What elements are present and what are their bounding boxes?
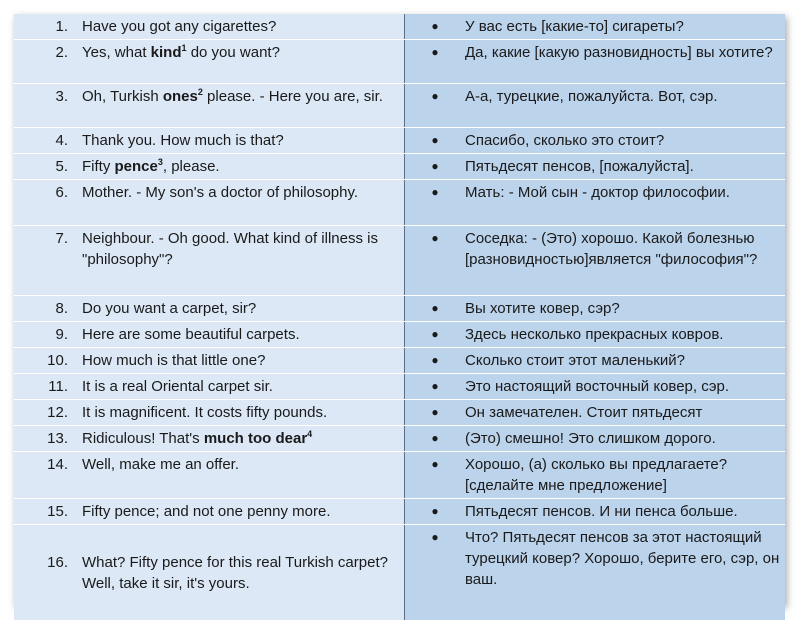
table-row [14,154,785,180]
russian-cell [405,322,786,348]
english-phrase [82,298,400,319]
phrase-segment: Here are some beautiful carpets. [82,326,300,343]
table-row [14,452,785,499]
row-number: 15. [47,503,68,520]
table-row [14,374,785,400]
russian-translation: Пятьдесят пенсов. И ни пенса больше. [465,503,738,520]
table-row [14,348,785,374]
phrase-segment: do you want? [186,44,280,61]
english-cell [14,499,405,525]
russian-translation: Вы хотите ковер, сэр? [465,300,620,317]
bullet-icon: ● [431,530,439,544]
row-number: 12. [47,404,68,421]
english-cell [14,322,405,348]
table-row [14,296,785,322]
english-phrase [82,454,400,475]
english-phrase [82,156,400,177]
bullet-icon: ● [431,301,439,315]
english-cell [14,226,405,296]
english-phrase [82,86,400,107]
russian-translation: Сколько стоит этот маленький? [465,352,685,369]
table-row [14,128,785,154]
row-number: 13. [47,430,68,447]
english-cell [14,128,405,154]
russian-translation: Что? Пятьдесят пенсов за этот настоящий турецкий ковер? Хорошо, берите его, сэр, он ваш. [465,529,780,588]
bullet-icon: ● [431,457,439,471]
footnote-marker: 3 [157,157,163,167]
english-phrase [82,552,400,594]
russian-cell [405,400,786,426]
phrase-segment: Mother. - My son's a doctor of philosophy. [82,184,359,201]
phrase-segment: Yes, what [82,44,151,61]
english-cell [14,374,405,400]
row-number: 4. [55,132,68,149]
bullet-icon: ● [431,379,439,393]
row-number: 9. [55,326,68,343]
phrase-segment: , please. [162,158,220,175]
english-cell [14,40,405,84]
english-phrase [82,376,400,397]
phrase-segment: What? Fifty pence for this real Turkish carpet? Well, take it sir, it's yours. [82,553,388,592]
russian-cell [405,154,786,180]
russian-cell [405,226,786,296]
row-number: 16. [47,553,68,571]
bullet-icon: ● [431,405,439,419]
bullet-icon: ● [431,19,439,33]
russian-translation: Это настоящий восточный ковер, сэр. [465,378,730,395]
russian-cell [405,84,786,128]
table-row [14,499,785,525]
bullet-icon: ● [431,431,439,445]
table-row [14,226,785,296]
bullet-icon: ● [431,231,439,245]
row-number: 11. [48,378,68,395]
row-number: 2. [55,44,68,61]
footnote-marker: 2 [197,87,203,97]
bullet-icon: ● [431,185,439,199]
english-cell [14,296,405,322]
english-phrase [82,350,400,371]
russian-translation: Да, какие [какую разновидность] вы хотите? [465,44,773,61]
bullet-icon: ● [431,353,439,367]
english-cell [14,348,405,374]
english-phrase [82,182,400,203]
keyword: kind [150,44,182,61]
table-row [14,322,785,348]
russian-translation: (Это) смешно! Это слишком дорого. [465,430,716,447]
phrase-segment: Ridiculous! That's [82,430,204,447]
table-row [14,14,785,40]
phrase-segment: Do you want a carpet, sir? [82,300,257,317]
row-number: 3. [55,88,68,105]
phrase-segment: Oh, Turkish [82,88,163,105]
bullet-icon: ● [431,133,439,147]
table-row [14,84,785,128]
english-cell [14,400,405,426]
phrase-segment: Have you got any cigarettes? [82,18,277,35]
row-number: 10. [47,352,68,369]
russian-cell [405,452,786,499]
russian-cell [405,525,786,621]
russian-translation: Хорошо, (а) сколько вы предлагаете? [сделайте мне предложение] [465,456,728,494]
table-row [14,525,785,621]
row-number: 7. [55,230,68,247]
english-cell [14,426,405,452]
russian-cell [405,128,786,154]
phrase-segment: It is magnificent. It costs fifty pounds. [82,404,328,421]
russian-translation: А-а, турецкие, пожалуйста. Вот, сэр. [465,88,718,105]
bullet-icon: ● [431,89,439,103]
russian-cell [405,296,786,322]
russian-translation: Мать: - Мой сын - доктор философии. [465,184,730,201]
english-phrase [82,16,400,37]
phrase-segment: Well, make me an offer. [82,456,240,473]
english-cell [14,14,405,40]
footnote-marker: 1 [181,43,187,53]
russian-cell [405,180,786,226]
bullet-icon: ● [431,327,439,341]
table-row [14,400,785,426]
phrase-segment: Thank you. How much is that? [82,132,284,149]
phrase-segment: Neighbour. - Oh good. What kind of illness is "philosophy"? [82,230,378,268]
russian-translation: Он замечателен. Стоит пятьдесят [465,404,703,421]
row-number: 6. [55,184,68,201]
phrase-segment: Fifty pence; and not one penny more. [82,503,331,520]
row-number: 5. [55,158,68,175]
table-body [14,14,785,621]
footnote-marker: 4 [307,429,313,439]
phrase-segment: Fifty [82,158,115,175]
english-phrase [82,428,400,449]
row-number: 1. [55,18,68,35]
english-phrase [82,324,400,345]
russian-translation: У вас есть [какие-то] сигареты? [465,18,684,35]
russian-translation: Соседка: - (Это) хорошо. Какой болезнью [разновидностью]является "философия"? [465,230,758,268]
english-phrase [82,228,400,270]
russian-translation: Здесь несколько прекрасных ковров. [465,326,724,343]
phrase-segment: please. - Here you are, sir. [202,88,383,105]
bullet-icon: ● [431,45,439,59]
english-phrase [82,42,400,63]
russian-cell [405,374,786,400]
russian-cell [405,348,786,374]
keyword: pence [114,158,158,175]
russian-cell [405,40,786,84]
table-row [14,426,785,452]
vocabulary-table-frame [14,14,785,605]
english-cell [14,180,405,226]
russian-cell [405,499,786,525]
phrase-segment: How much is that little one? [82,352,266,369]
vocabulary-table [14,14,785,621]
english-phrase [82,130,400,151]
english-cell [14,154,405,180]
row-number: 14. [47,456,68,473]
russian-cell [405,14,786,40]
russian-translation: Пятьдесят пенсов, [пожалуйста]. [465,158,694,175]
table-row [14,40,785,84]
phrase-segment: It is a real Oriental carpet sir. [82,378,273,395]
russian-cell [405,426,786,452]
keyword: much too dear [203,430,308,447]
english-phrase [82,501,400,522]
english-cell [14,452,405,499]
english-phrase [82,402,400,423]
keyword: ones [162,88,198,105]
english-cell [14,525,405,621]
bullet-icon: ● [431,159,439,173]
russian-translation: Спасибо, сколько это стоит? [465,132,665,149]
row-number: 8. [55,300,68,317]
table-row [14,180,785,226]
english-cell [14,84,405,128]
bullet-icon: ● [431,504,439,518]
